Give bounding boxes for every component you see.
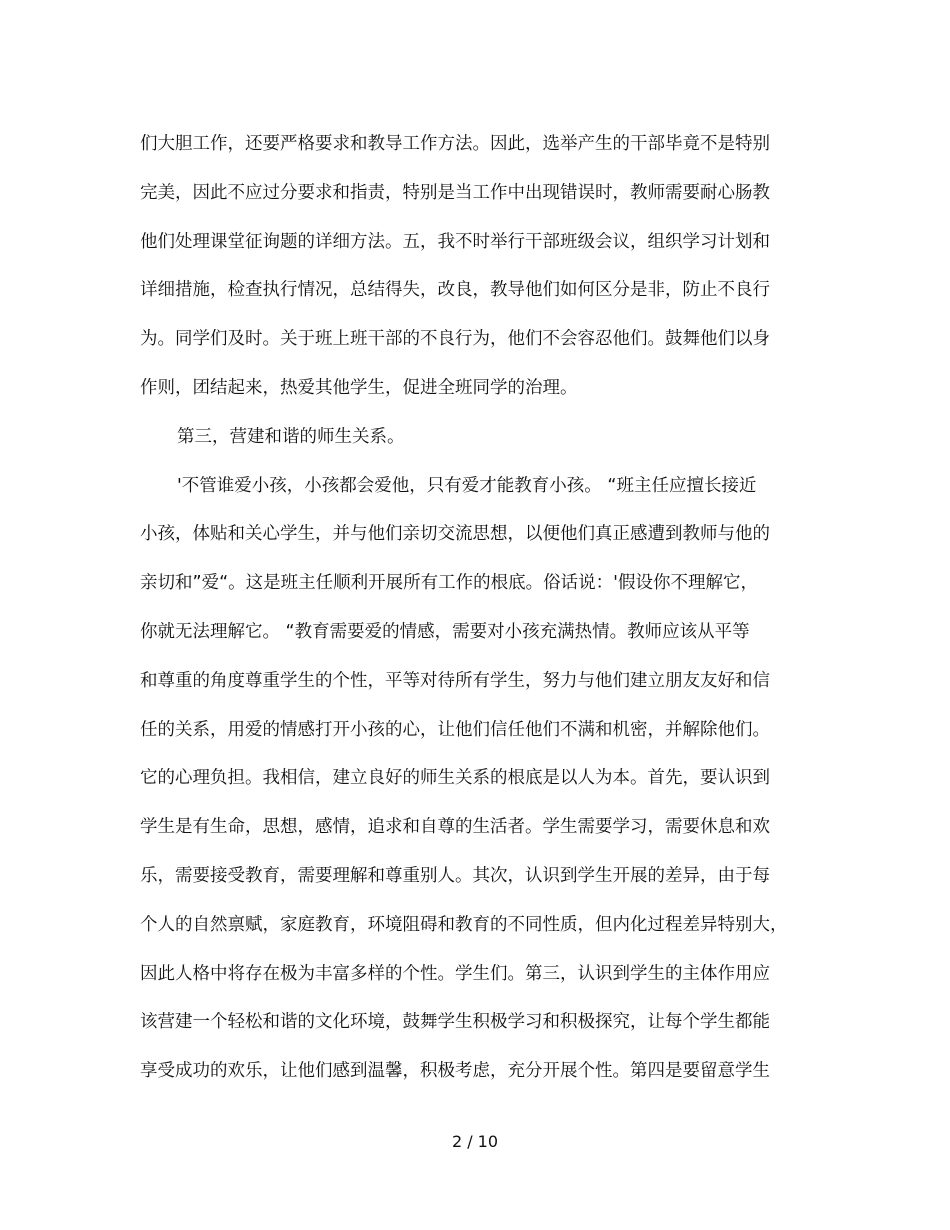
text-line: 们大胆工作，还要严格要求和教导工作方法。因此，选举产生的干部毕竟不是特别 [140,134,770,154]
text-line: 作则，团结起来，热爱其他学生，促进全班同学的治理。 [140,377,578,398]
text-line: 第三，营建和谐的师生关系。 [177,426,405,447]
text-line: 该营建一个轻松和谐的文化环境，鼓舞学生积极学习和积极探究，让每个学生都能 [140,1012,770,1033]
text-line: 他们处理课堂征询题的详细方法。五，我不时举行干部班级会议，组织学习计划和 [140,231,770,252]
text-line: 因此人格中将存在极为丰富多样的个性。学生们。第三，认识到学生的主体作用应 [140,963,770,984]
text-line: 它的心理负担。我相信，建立良好的师生关系的根底是以人为本。首先，要认识到 [140,768,770,789]
text-line: 学生是有生命，思想，感情，追求和自尊的生活者。学生需要学习，需要休息和欢 [140,817,770,838]
paragraph-cadre-management [140,125,812,418]
text-line: 享受成功的欢乐，让他们感到温馨，积极考虑，充分开展个性。第四是要留意学生 [140,1061,770,1082]
text-line: 小孩，体贴和关心学生，并与他们亲切交流思想，以便他们真正感遭到教师与他的 [140,524,770,545]
text-line: 完美，因此不应过分要求和指责，特别是当工作中出现错误时，教师需要耐心肠教 [140,182,770,203]
text-line: 详细措施，检查执行情况，总结得失，改良，教导他们如何区分是非，防止不良行 [140,280,770,301]
section-heading [140,418,812,467]
text-line: 为。同学们及时。关于班上班干部的不良行为，他们不会容忍他们。鼓舞他们以身 [140,329,770,350]
text-line: 和尊重的角度尊重学生的个性，平等对待所有学生，努力与他们建立朋友友好和信 [140,670,770,691]
text-line: '不管谁爱小孩，小孩都会爱他，只有爱才能教育小孩。 “班主任应擅长接近 [177,475,757,496]
text-line: 亲切和”爱“。这是班主任顺利开展所有工作的根底。俗话说：'假设你不理解它， [140,573,758,594]
text-line: 乐，需要接受教育，需要理解和尊重别人。其次，认识到学生开展的差异，由于每 [140,865,770,886]
text-line: 你就无法理解它。 “教育需要爱的情感，需要对小孩充满热情。教师应该从平等 [140,621,750,642]
text-line: 任的关系，用爱的情感打开小孩的心，让他们信任他们不满和机密，并解除他们。 [140,719,770,740]
paragraph-teacher-student-relationship [140,467,812,1101]
text-line: 个人的自然禀赋，家庭教育，环境阻碍和教育的不同性质，但内化过程差异特别大， [140,914,788,935]
page-number: 2 / 10 [451,1132,499,1151]
document-body [140,125,812,1101]
